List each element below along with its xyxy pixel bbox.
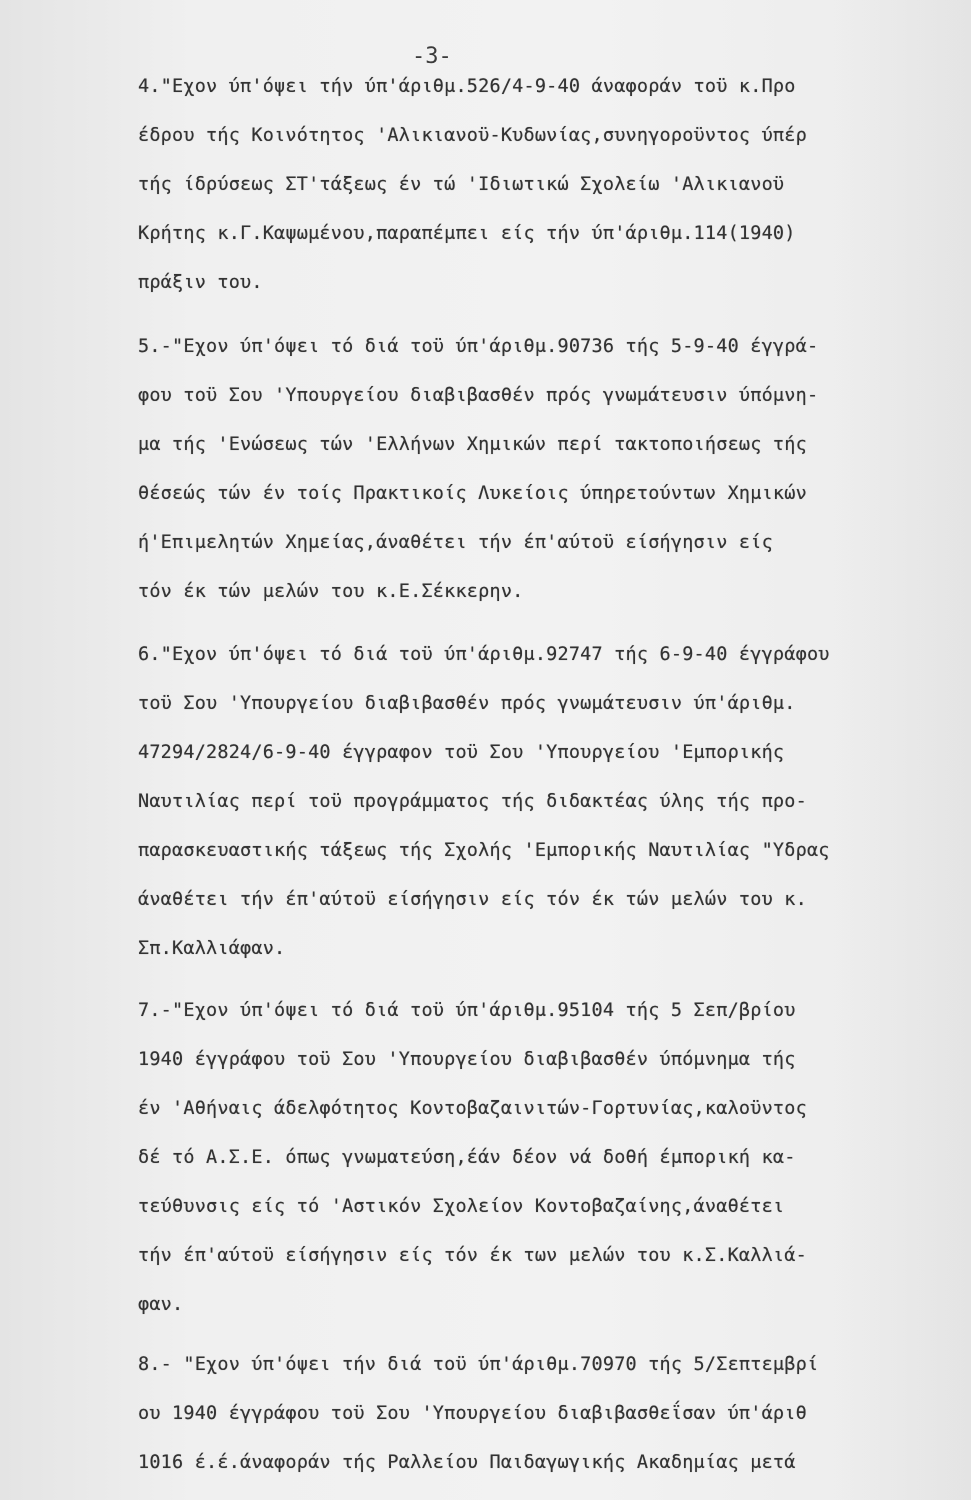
text-line: Ναυτιλίας περί τοϋ προγράμματος τής διδακτέας ύλης τής προ-	[138, 791, 807, 812]
paragraph-7	[138, 986, 938, 1329]
text-line: 6."Εχον ύπ'όψει τό διά τοϋ ύπ'άριθμ.92747 τής 6-9-40 έγγράφου	[138, 644, 830, 665]
text-line: τοϋ Σου 'Υπουργείου διαβιβασθέν πρός γνωμάτευσιν ύπ'άριθμ.	[138, 693, 796, 714]
text-line: 8.- "Εχον ύπ'όψει τήν διά τοϋ ύπ'άριθμ.70970 τής 5/Σεπτεμβρί	[138, 1354, 819, 1375]
paragraph-5	[138, 322, 938, 616]
text-line: 1016 έ.έ.άναφοράν τής Ραλλείου Παιδαγωγικής Ακαδημίας μετά	[138, 1452, 796, 1473]
text-line: φαν.	[138, 1294, 184, 1315]
text-line: μα τής 'Ενώσεως τών 'Ελλήνων Χημικών περί τακτοποιήσεως τής	[138, 434, 807, 455]
page-number: -3-	[412, 44, 452, 69]
text-line: τής ίδρύσεως ΣΤ'τάξεως έν τώ 'Ιδιωτικώ Σχολείω 'Αλικιανοϋ	[138, 174, 785, 195]
paragraph-8	[138, 1340, 938, 1487]
text-line: πράξιν του.	[138, 272, 263, 293]
text-line: θέσεώς τών έν τοίς Πρακτικοίς Λυκείοις ύπηρετούντων Χημικών	[138, 483, 807, 504]
text-line: τόν έκ τών μελών του κ.Ε.Σέκκερην.	[138, 581, 524, 602]
text-line: Σπ.Καλλιάφαν.	[138, 938, 286, 959]
text-line: 1940 έγγράφου τοϋ Σου 'Υπουργείου διαβιβασθέν ύπόμνημα τής	[138, 1049, 796, 1070]
text-line: παρασκευαστικής τάξεως τής Σχολής 'Εμπορικής Ναυτιλίας "Υδρας	[138, 840, 830, 861]
paragraph-4	[138, 62, 938, 307]
text-line: ου 1940 έγγράφου τοϋ Σου 'Υπουργείου διαβιβασθεΐσαν ύπ'άριθ	[138, 1403, 807, 1424]
text-line: Κρήτης κ.Γ.Καψωμένου,παραπέμπει είς τήν ύπ'άριθμ.114(1940)	[138, 223, 796, 244]
paragraph-6	[138, 630, 938, 973]
text-line: ή'Επιμελητών Χημείας,άναθέτει τήν έπ'αύτοϋ είσήγησιν είς	[138, 532, 773, 553]
text-line: φου τοϋ Σου 'Υπουργείου διαβιβασθέν πρός γνωμάτευσιν ύπόμνη-	[138, 385, 819, 406]
text-line: 47294/2824/6-9-40 έγγραφον τοϋ Σου 'Υπουργείου 'Εμπορικής	[138, 742, 785, 763]
text-line: έδρου τής Κοινότητος 'Αλικιανοϋ-Κυδωνίας,συνηγοροϋντος ύπέρ	[138, 125, 807, 146]
text-line: τεύθυνσις είς τό 'Αστικόν Σχολείον Κοντοβαζαίνης,άναθέτει	[138, 1196, 785, 1217]
text-line: 4."Εχον ύπ'όψει τήν ύπ'άριθμ.526/4-9-40 άναφοράν τοϋ κ.Προ	[138, 76, 796, 97]
text-line: 7.-"Εχον ύπ'όψει τό διά τοϋ ύπ'άριθμ.95104 τής 5 Σεπ/βρίου	[138, 1000, 796, 1021]
text-line: άναθέτει τήν έπ'αύτοϋ είσήγησιν είς τόν έκ τών μελών του κ.	[138, 889, 807, 910]
text-line: έν 'Αθήναις άδελφότητος Κοντοβαζαινιτών-Γορτυνίας,καλοϋντος	[138, 1098, 807, 1119]
text-line: τήν έπ'αύτοϋ είσήγησιν είς τόν έκ των μελών του κ.Σ.Καλλιά-	[138, 1245, 807, 1266]
text-line: 5.-"Εχον ύπ'όψει τό διά τοϋ ύπ'άριθμ.90736 τής 5-9-40 έγγρά-	[138, 336, 819, 357]
text-line: δέ τό Α.Σ.Ε. όπως γνωματεύση,έάν δέον νά δοθή έμπορική κα-	[138, 1147, 796, 1168]
